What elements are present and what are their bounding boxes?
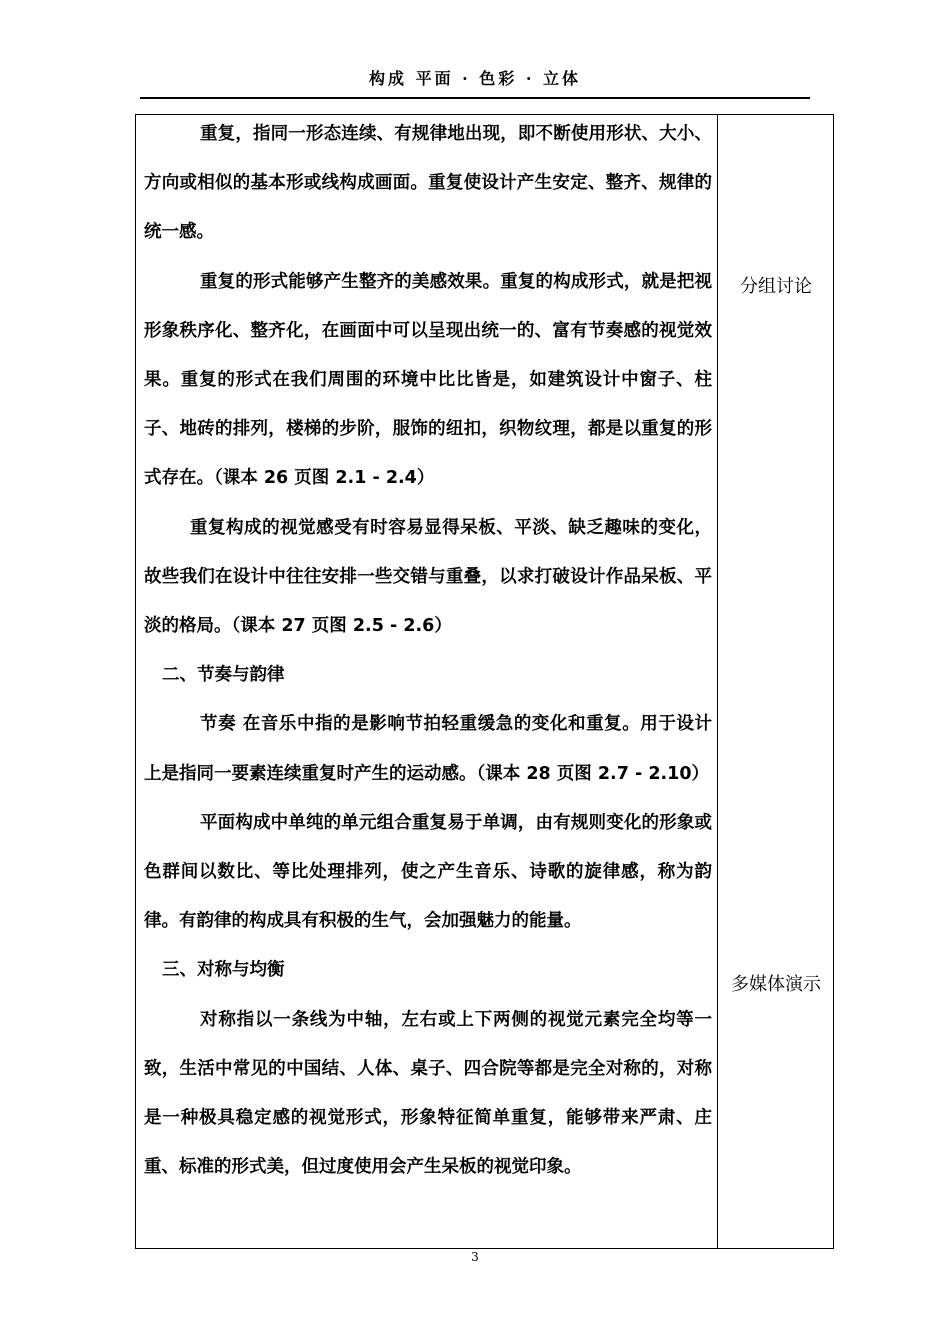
paragraph-repetition-form: 重复的形式能够产生整齐的美感效果。重复的构成形式，就是把视形象秩序化、整齐化，在画面中可以呈现出统一的、富有节奏感的视觉效果。重复的形式在我们周围的环境中比比皆是，如建筑设计中窗子、柱子、地砖的排列，楼梯的步阶，服饰的纽扣，织物纹理，都是以重复的形式存在。（课本 26 页图 2.1 - 2.4）	[144, 271, 712, 489]
side-note-multimedia-demo: 多媒体演示	[731, 974, 821, 995]
page-header: 构成 平面 · 色彩 · 立体	[369, 69, 581, 88]
section-heading-symmetry: 三、对称与均衡	[162, 960, 285, 981]
paragraph-rhythm: 节奏 在音乐中指的是影响节拍轻重缓急的变化和重复。用于设计上是指同一要素连续重复时产生的运动感。（课本 28 页图 2.7 - 2.10）	[144, 714, 712, 784]
paragraph-repetition-variation: 重复构成的视觉感受有时容易显得呆板、平淡、缺乏趣味的变化，故些我们在设计中往往安排一些交错与重叠，以求打破设计作品呆板、平淡的格局。（课本 27 页图 2.5 - 2.6）	[144, 517, 712, 637]
paragraph-cadence: 平面构成中单纯的单元组合重复易于单调，由有规则变化的形象或色群间以数比、等比处理排列，使之产生音乐、诗歌的旋律感，称为韵律。有韵律的构成具有积极的生气，会加强魅力的能量。	[144, 812, 712, 932]
paragraph-symmetry: 对称指以一条线为中轴，左右或上下两侧的视觉元素完全均等一致，生活中常见的中国结、人体、桌子、四合院等都是完全对称的，对称是一种极具稳定感的视觉形式，形象特征简单重复，能够带来严肃、庄重、标准的形式美，但过度使用会产生呆板的视觉印象。	[144, 1009, 712, 1178]
section-heading-rhythm: 二、节奏与韵律	[162, 665, 285, 686]
main-content-cell	[144, 110, 712, 1192]
header-rule	[140, 97, 810, 99]
paragraph-repetition-definition: 重复，指同一形态连续、有规律地出现，即不断使用形状、大小、方向或相似的基本形或线构成画面。重复使设计产生安定、整齐、规律的统一感。	[144, 124, 712, 243]
page-number: 3	[471, 1250, 479, 1264]
side-note-group-discussion: 分组讨论	[740, 276, 812, 297]
